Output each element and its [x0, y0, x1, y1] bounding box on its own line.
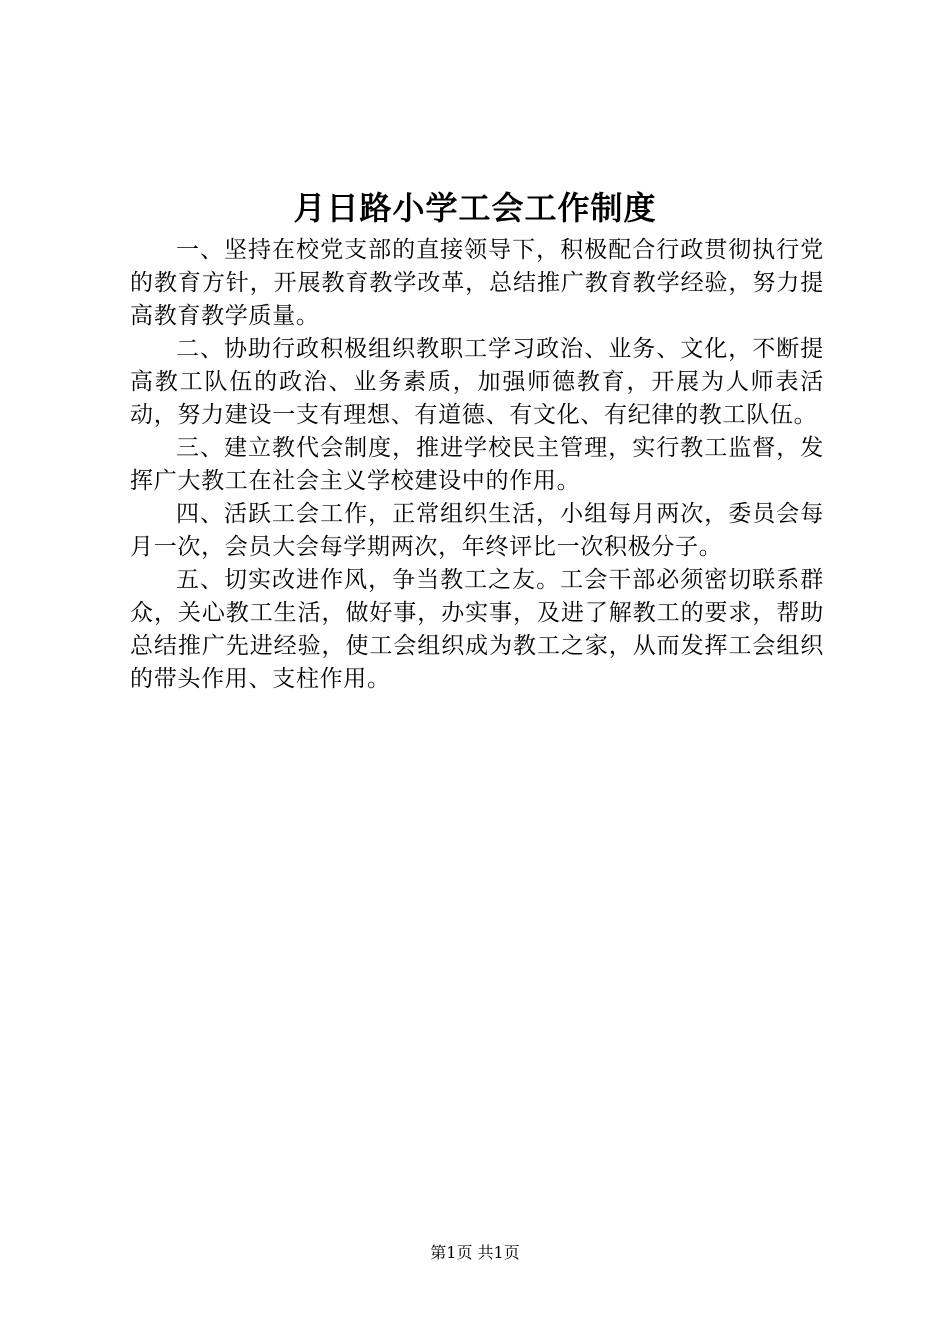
paragraph-1: 一、坚持在校党支部的直接领导下，积极配合行政贯彻执行党的教育方针，开展教育教学改革，总结推广教育教学经验，努力提高教育教学质量。: [130, 237, 824, 329]
page-title: 月日路小学工会工作制度: [293, 189, 657, 227]
paragraph-4: 四、活跃工会工作，正常组织生活，小组每月两次，委员会每月一次，会员大会每学期两次，年终评比一次积极分子。: [130, 501, 824, 560]
document-body: [130, 234, 824, 696]
paragraph-3: 三、建立教代会制度，推进学校民主管理，实行教工监督，发挥广大教工在社会主义学校建设中的作用。: [130, 435, 824, 494]
paragraph-2: 二、协助行政积极组织教职工学习政治、业务、文化，不断提高教工队伍的政治、业务素质，加强师德教育，开展为人师表活动，努力建设一支有理想、有道德、有文化、有纪律的教工队伍。: [130, 336, 824, 428]
paragraph-5: 五、切实改进作风，争当教工之友。工会干部必须密切联系群众，关心教工生活，做好事，办实事，及进了解教工的要求，帮助总结推广先进经验，使工会组织成为教工之家，从而发挥工会组织的带头作用、支柱作用。: [130, 567, 824, 692]
page-footer: 第1页 共1页: [430, 1243, 520, 1262]
